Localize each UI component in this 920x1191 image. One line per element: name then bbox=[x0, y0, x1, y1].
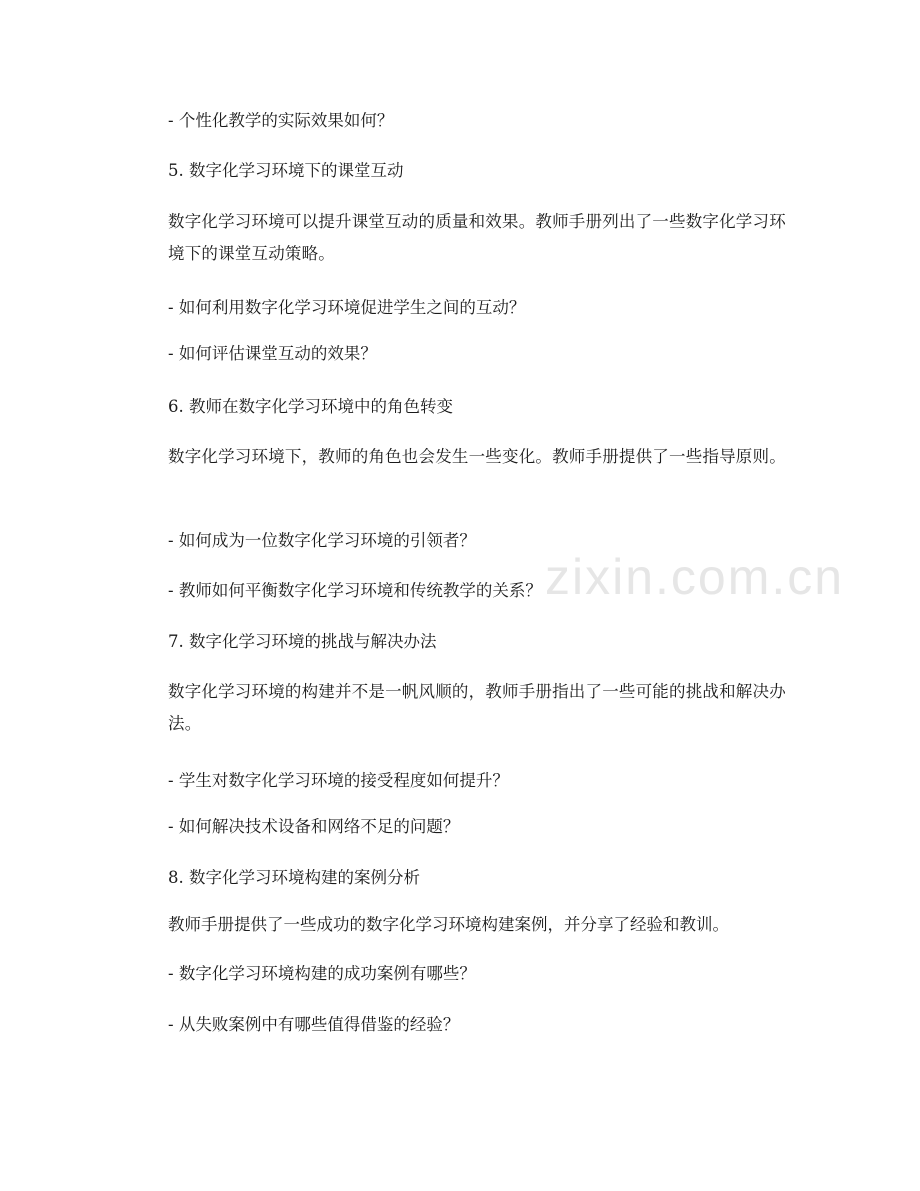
paragraph: 教师手册提供了一些成功的数字化学习环境构建案例，并分享了经验和教训。 bbox=[168, 915, 729, 934]
bullet-item: - 如何解决技术设备和网络不足的问题？ bbox=[168, 817, 460, 836]
paragraph bbox=[168, 676, 788, 740]
bullet-item: - 学生对数字化学习环境的接受程度如何提升？ bbox=[168, 771, 509, 790]
section-heading: 6. 教师在数字化学习环境中的角色转变 bbox=[168, 397, 453, 416]
bullet-item: - 如何利用数字化学习环境促进学生之间的互动？ bbox=[168, 298, 526, 317]
bullet-item: - 如何成为一位数字化学习环境的引领者？ bbox=[168, 531, 476, 550]
section-heading: 5. 数字化学习环境下的课堂互动 bbox=[168, 161, 404, 180]
watermark: zixin.com.cn bbox=[545, 549, 845, 605]
bullet-item: - 从失败案例中有哪些值得借鉴的经验？ bbox=[168, 1015, 460, 1034]
section-heading: 7. 数字化学习环境的挑战与解决办法 bbox=[168, 632, 437, 651]
bullet-item: - 数字化学习环境构建的成功案例有哪些？ bbox=[168, 964, 476, 983]
paragraph bbox=[168, 206, 788, 270]
paragraph-text: 数字化学习环境的构建并不是一帆风顺的，教师手册指出了一些可能的挑战和解决办法。 bbox=[168, 682, 786, 733]
paragraph bbox=[168, 441, 788, 473]
bullet-item: - 教师如何平衡数字化学习环境和传统教学的关系？ bbox=[168, 581, 542, 600]
section-heading: 8. 数字化学习环境构建的案例分析 bbox=[168, 868, 420, 887]
paragraph-text: 数字化学习环境下，教师的角色也会发生一些变化。教师手册提供了一些指导原则。 bbox=[168, 447, 786, 466]
bullet-item: - 如何评估课堂互动的效果？ bbox=[168, 344, 377, 363]
paragraph-text: 数字化学习环境可以提升课堂互动的质量和效果。教师手册列出了一些数字化学习环境下的课堂互动策略。 bbox=[168, 212, 786, 263]
bullet-item: - 个性化教学的实际效果如何？ bbox=[168, 111, 394, 130]
